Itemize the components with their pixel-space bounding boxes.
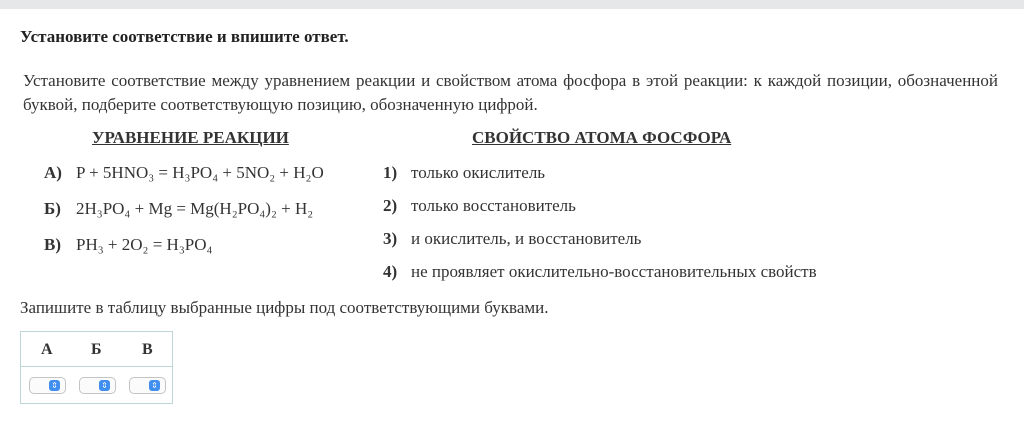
up-down-chevron-icon: ⇕ [99,380,110,391]
answer-header-v: В [142,341,153,358]
answer-table-header [21,332,172,367]
equation-letter: А) [44,163,62,182]
task-title: Установите соответствие и впишите ответ. [20,27,349,46]
equation-text: 2H₃PO₄ + Mg = Mg(H₂PO₄)₂ + H₂ [76,199,314,218]
property-row-3 [383,229,641,249]
property-number: 4) [383,262,398,281]
answer-select-v[interactable] [129,377,166,394]
top-bar [0,0,1024,9]
equation-letter: В) [44,235,61,254]
up-down-chevron-icon: ⇕ [49,380,60,391]
equation-text: PH₃ + 2O₂ = H₃PO₄ [76,235,213,254]
answer-select-b[interactable] [79,377,116,394]
property-row-1 [383,163,545,183]
up-down-chevron-icon: ⇕ [149,380,160,391]
task-intro: Установите соответствие между уравнением реакции и свойством атома фосфора в этой реакции: к каждой позиции, обозначенной буквой, подберите соответствующую позицию, обозначенную цифрой. [23,71,998,114]
property-text: и окислитель, и восстановитель [411,229,642,248]
property-row-4 [383,262,817,282]
property-number: 2) [383,196,398,215]
property-text: только окислитель [411,163,546,182]
answer-header-b: Б [91,341,102,358]
property-text: не проявляет окислительно-восстановительных свойств [411,262,817,281]
equation-row-a [44,163,324,183]
properties-header: СВОЙСТВО АТОМА ФОСФОРА [472,128,732,147]
property-row-2 [383,196,576,216]
answer-table [20,331,173,404]
answer-header-a: А [41,341,53,358]
property-text: только восстановитель [411,196,576,215]
equations-header: УРАВНЕНИЕ РЕАКЦИИ [92,128,289,147]
property-number: 1) [383,163,398,182]
property-number: 3) [383,229,398,248]
answer-select-a[interactable] [29,377,66,394]
equation-row-v [44,235,212,255]
equation-text: P + 5HNO₃ = H₃PO₄ + 5NO₂ + H₂O [76,163,324,182]
equation-letter: Б) [44,199,61,218]
equation-row-b [44,199,313,219]
answer-instruction: Запишите в таблицу выбранные цифры под соответствующими буквами. [20,298,549,317]
